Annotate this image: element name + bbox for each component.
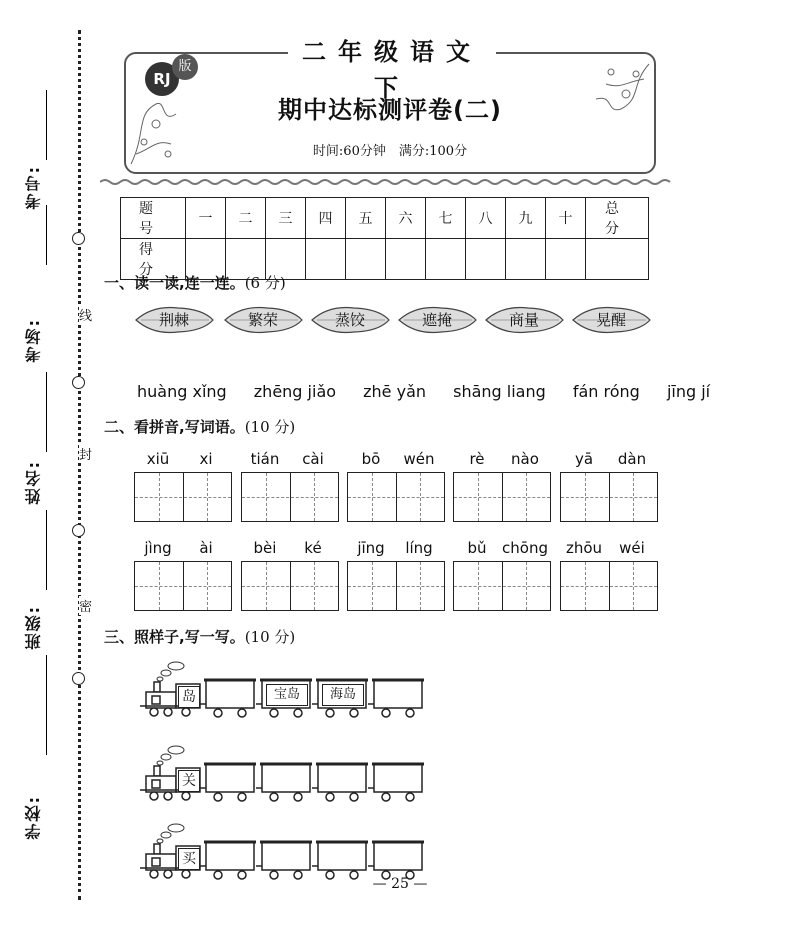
- car-answer-slot[interactable]: [378, 684, 418, 704]
- table-cell: 五: [346, 198, 386, 239]
- leaf-word: 晃醒: [595, 311, 626, 329]
- score-header-row: [121, 198, 649, 239]
- cut-line: [78, 30, 81, 900]
- edition-logo: RJ: [145, 62, 179, 96]
- tianzige-box[interactable]: [134, 472, 232, 522]
- pinyin-syllable: tián: [250, 450, 280, 468]
- table-cell: 十: [546, 198, 586, 239]
- pinyin-syllable: jīng: [357, 539, 385, 557]
- car-answer-slot[interactable]: [322, 846, 362, 866]
- school-label: 学校:: [24, 795, 43, 840]
- tianzige-box[interactable]: [134, 561, 232, 611]
- binding-hole: [72, 376, 85, 389]
- exam-number-label: 考号:: [24, 165, 43, 210]
- section-2-heading: [104, 416, 295, 437]
- leaf-word: 荆棘: [158, 311, 189, 329]
- leaf-word: 商量: [508, 311, 539, 329]
- full-score: 满分:100分: [398, 144, 468, 159]
- table-cell: 四: [306, 198, 346, 239]
- section-1-title: 一、读一读,连一连。: [104, 274, 245, 292]
- tianzige-box[interactable]: [347, 472, 445, 522]
- score-cell[interactable]: [586, 239, 649, 280]
- leaf-word: 繁荣: [247, 311, 278, 329]
- tianzige-box[interactable]: [453, 472, 551, 522]
- table-cell: 题 号: [121, 198, 186, 239]
- word-leaf[interactable]: [133, 303, 215, 337]
- pinyin-syllable: wéi: [619, 539, 645, 557]
- car-word: 海岛: [322, 684, 364, 706]
- section-1-heading: [104, 272, 286, 293]
- table-cell: 七: [426, 198, 466, 239]
- car-answer-slot[interactable]: [210, 684, 250, 704]
- word-leaf[interactable]: [396, 303, 478, 337]
- table-cell: 三: [266, 198, 306, 239]
- pinyin-syllable: jìng: [144, 539, 172, 557]
- table-cell: 得 分: [121, 239, 186, 280]
- edition-suffix: 版: [172, 54, 198, 80]
- car-answer-slot[interactable]: [210, 768, 250, 788]
- score-cell[interactable]: [306, 239, 346, 280]
- engine-character: 岛: [178, 686, 200, 708]
- bind-char-seal: 封: [79, 444, 92, 463]
- section-3-points: (10 分): [244, 628, 296, 646]
- pinyin-syllable: bèi: [253, 539, 277, 557]
- car-answer-slot[interactable]: [378, 846, 418, 866]
- table-cell: 一: [186, 198, 226, 239]
- grade-banner: 二年级语文下: [288, 34, 496, 70]
- car-answer-slot[interactable]: [322, 768, 362, 788]
- table-cell: 总 分: [586, 198, 649, 239]
- score-cell[interactable]: [346, 239, 386, 280]
- name-line: [46, 510, 47, 590]
- exam-info: [124, 140, 656, 159]
- section-2-title: 二、看拼音,写词语。: [104, 418, 245, 436]
- smoke-icon: [157, 662, 184, 681]
- score-cell[interactable]: [466, 239, 506, 280]
- name-label: 姓名:: [24, 460, 43, 505]
- smoke-icon: [157, 824, 184, 843]
- wave-divider: [100, 178, 675, 186]
- pinyin-item[interactable]: fán róng: [572, 382, 640, 401]
- smoke-icon: [157, 746, 184, 765]
- pinyin-item[interactable]: shāng liang: [453, 382, 546, 401]
- score-table: [120, 197, 653, 280]
- pinyin-syllable: chōng: [502, 539, 548, 557]
- binding-hole: [72, 232, 85, 245]
- table-cell: 二: [226, 198, 266, 239]
- pinyin-syllable: rè: [469, 450, 485, 468]
- car-answer-slot[interactable]: [266, 846, 306, 866]
- tianzige-box[interactable]: [560, 472, 658, 522]
- leaf-word: 遮掩: [421, 311, 452, 329]
- pinyin-syllable: líng: [405, 539, 433, 557]
- pinyin-syllable: cài: [302, 450, 324, 468]
- tianzige-box[interactable]: [560, 561, 658, 611]
- exam-number-line: [46, 90, 47, 160]
- pinyin-syllable: zhōu: [565, 539, 603, 557]
- tianzige-box[interactable]: [241, 472, 339, 522]
- car-answer-slot[interactable]: [378, 768, 418, 788]
- pinyin-item[interactable]: huàng xǐng: [137, 382, 227, 401]
- tianzige-box[interactable]: [347, 561, 445, 611]
- table-cell: 九: [506, 198, 546, 239]
- pinyin-syllable: bō: [361, 450, 381, 468]
- pinyin-row: [137, 382, 732, 401]
- word-leaf[interactable]: [570, 303, 652, 337]
- word-leaf[interactable]: [222, 303, 304, 337]
- exam-room-label: 考场:: [24, 318, 43, 363]
- binding-hole: [72, 524, 85, 537]
- pinyin-syllable: dàn: [617, 450, 647, 468]
- engine-character: 关: [178, 770, 200, 792]
- score-cell[interactable]: [506, 239, 546, 280]
- score-cell[interactable]: [386, 239, 426, 280]
- pinyin-syllable: xiū: [146, 450, 170, 468]
- section-1-points: (6 分): [244, 274, 286, 292]
- page-number: — 25 —: [372, 876, 428, 892]
- page-title: 期中达标测评卷(二): [278, 96, 502, 124]
- pinyin-syllable: xi: [199, 450, 213, 468]
- pinyin-syllable: yā: [574, 450, 594, 468]
- tianzige-box[interactable]: [241, 561, 339, 611]
- table-cell: 八: [466, 198, 506, 239]
- section-3-title: 三、照样子,写一写。: [104, 628, 245, 646]
- section-2-points: (10 分): [244, 418, 296, 436]
- table-cell: 六: [386, 198, 426, 239]
- pinyin-syllable: ài: [199, 539, 213, 557]
- pinyin-syllable: bǔ: [467, 539, 487, 557]
- class-line: [46, 655, 47, 755]
- pinyin-syllable: ké: [304, 539, 322, 557]
- class-label: 班级:: [24, 605, 43, 650]
- car-answer-slot[interactable]: [210, 846, 250, 866]
- tianzige-box[interactable]: [453, 561, 551, 611]
- word-leaf[interactable]: [309, 303, 391, 337]
- pinyin-item[interactable]: zhē yǎn: [363, 382, 427, 401]
- bind-char-secret: 密: [79, 596, 92, 615]
- exam-room-line: [46, 372, 47, 452]
- engine-character: 买: [178, 848, 200, 870]
- exam-number-line-2: [46, 205, 47, 265]
- time-limit: 时间:60分钟: [312, 144, 386, 159]
- pinyin-item[interactable]: jīng jí: [666, 382, 711, 401]
- pinyin-syllable: nào: [511, 450, 539, 468]
- pinyin-item[interactable]: zhēng jiǎo: [253, 382, 337, 401]
- binding-hole: [72, 672, 85, 685]
- bind-char-line: 线: [79, 305, 92, 324]
- word-leaf[interactable]: [483, 303, 565, 337]
- car-word: 宝岛: [266, 684, 308, 706]
- pinyin-syllable: wén: [403, 450, 435, 468]
- car-answer-slot[interactable]: [266, 768, 306, 788]
- leaf-word: 蒸饺: [334, 311, 365, 329]
- score-cell[interactable]: [546, 239, 586, 280]
- section-3-heading: [104, 626, 295, 647]
- score-cell[interactable]: [426, 239, 466, 280]
